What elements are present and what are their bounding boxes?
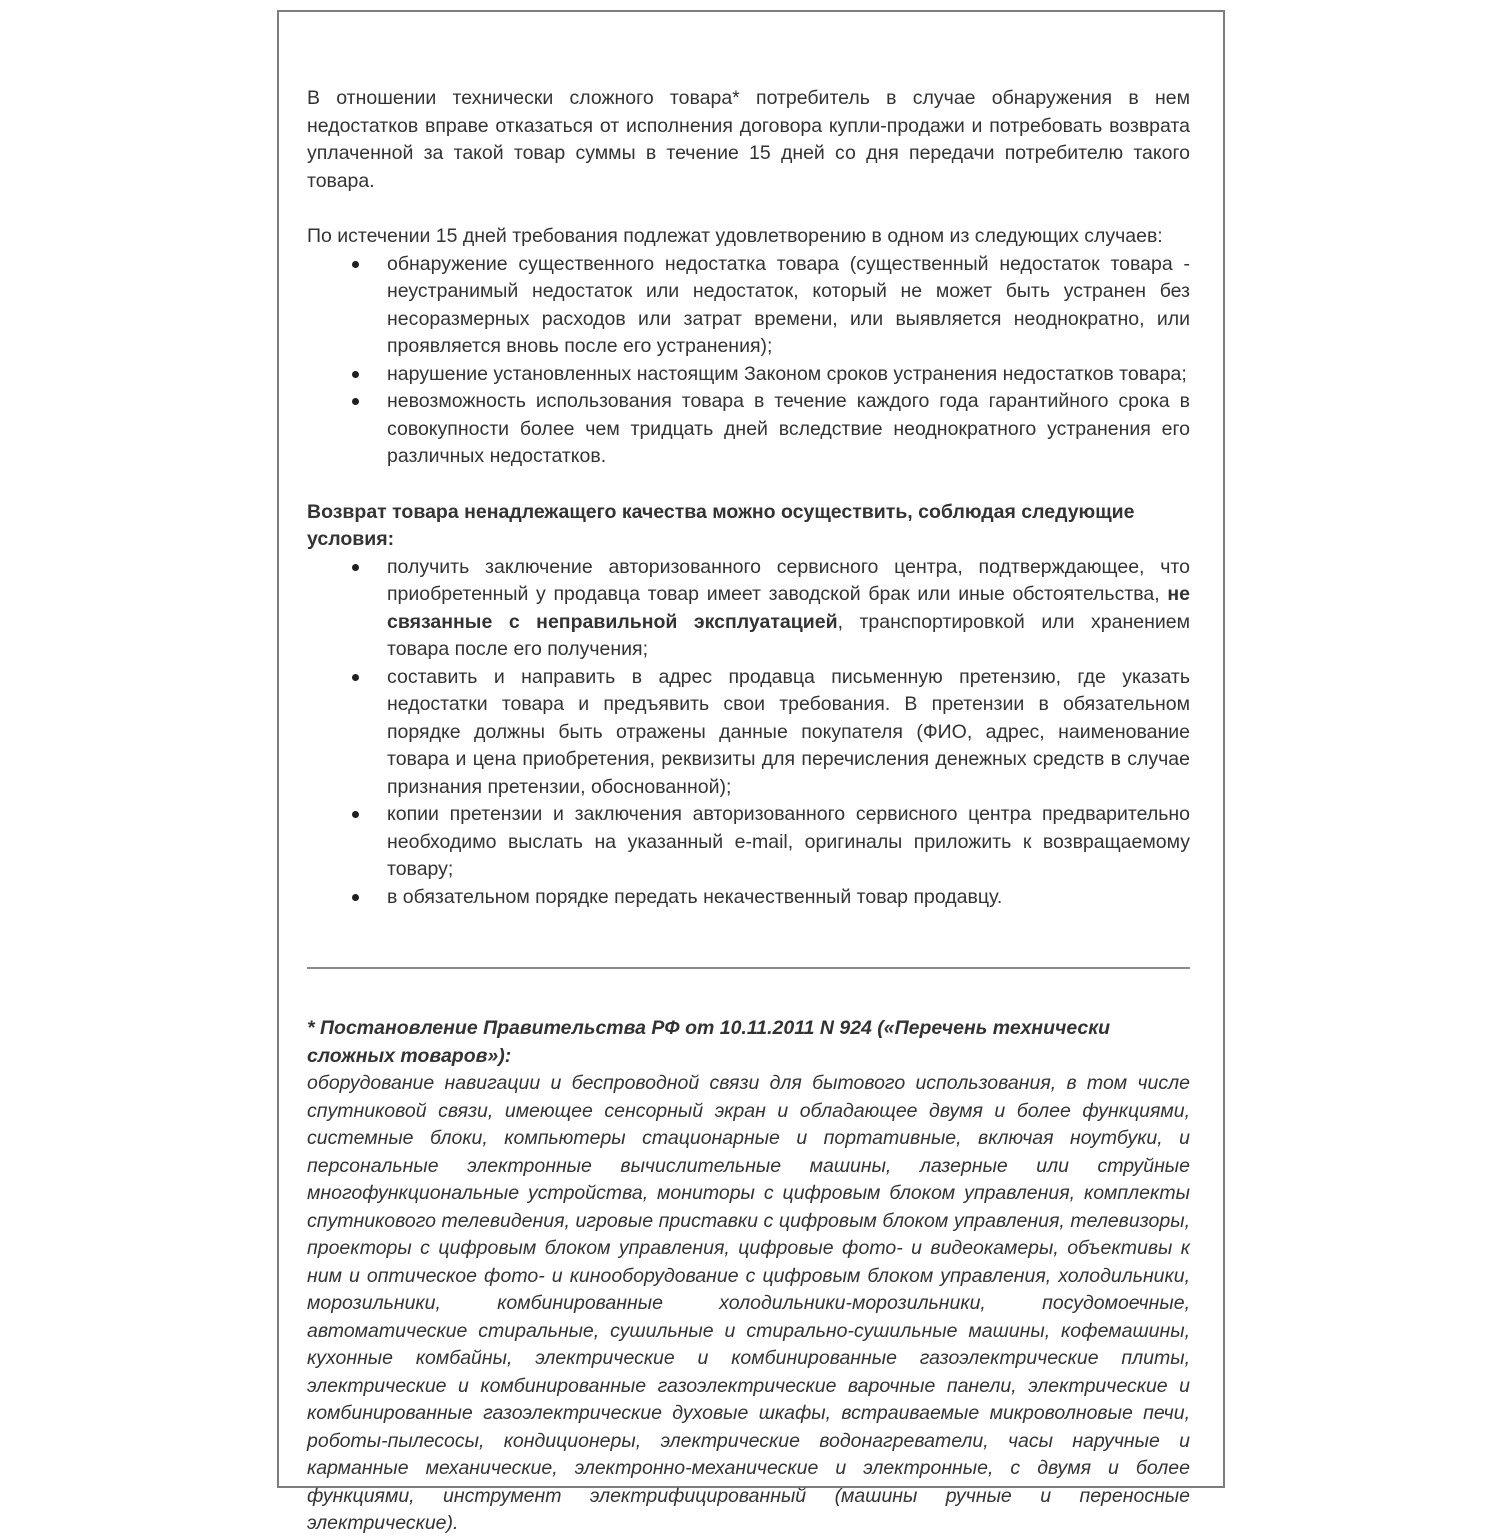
list-item: невозможность использования товара в течение каждого года гарантийного срока в совокупности более чем тридцать дней вследствие неоднократного устранения его различных недостатков.: [387, 388, 1190, 471]
intro-paragraph: В отношении технически сложного товара* потребитель в случае обнаружения в нем недостатков вправе отказаться от исполнения договора купли-продажи и потребовать возврата уплаченной за такой товар суммы в течение 15 дней со дня передачи потребителю такого товара.: [307, 87, 1190, 192]
list-item: получить заключение авторизованного сервисного центра, подтверждающее, что приобретенный у продавца товар имеет заводской брак или иные обстоятельства, не связанные с неправильной эксплуатацией, транспортировкой или хранением товара после его получения;: [387, 554, 1190, 664]
list-item: копии претензии и заключения авторизованного сервисного центра предварительно необходимо выслать на указанный e-mail, оригиналы приложить к возвращаемому товару;: [387, 801, 1190, 884]
footnote-body: оборудование навигации и беспроводной связи для бытового использования, в том числе спутниковой связи, имеющее сенсорный экран и обладающее двумя и более функциями, системные блоки, компьютеры стационарные и портативные, включая ноутбуки, и персональные электронные вычислительные машины, лазерные или струйные многофункциональные устройства, мониторы с цифровым блоком управления, комплекты спутникового телевидения, игровые приставки с цифровым блоком управления, телевизоры, проекторы с цифровым блоком управления, цифровые фото- и видеокамеры, объективы к ним и оптическое фото- и кинооборудование с цифровым блоком управления, холодильники, морозильники, комбинированные холодильники-морозильники, посудомоечные, автоматические стиральные, сушильные и стирально-сушильные машины, кофемашины, кухонные комбайны, электрические и комбинированные газоэлектрические плиты, электрические и комбинированные газоэлектрические варочные панели, электрические и комбинированные газоэлектрические духовые шкафы, встраиваемые микроволновые печи, роботы-пылесосы, кондиционеры, электрические водонагреватели, часы наручные и карманные механические, электронно-механические и электронные, с двумя и более функциями, инструмент электрифицированный (машины ручные и переносные электрические).: [307, 1072, 1190, 1534]
list-item: составить и направить в адрес продавца письменную претензию, где указать недостатки товара и предъявить свои требования. В претензии в обязательном порядке должны быть отражены данные покупателя (ФИО, адрес, наименование товара и цена приобретения, реквизиты для перечисления денежных средств в случае признания претензии, обоснованной);: [387, 664, 1190, 802]
conditions-list: [307, 554, 1190, 912]
conditions-heading: Возврат товара ненадлежащего качества можно осуществить, соблюдая следующие условия:: [307, 500, 1135, 550]
cases-list: [307, 251, 1190, 471]
list-item: обнаружение существенного недостатка товара (существенный недостаток товара - неустранимый недостаток или недостаток, который не может быть устранен без несоразмерных расходов или затрат времени, или выявляется неоднократно, или проявляется вновь после его устранения);: [387, 251, 1190, 361]
document-page: [277, 10, 1225, 1534]
cases-heading: По истечении 15 дней требования подлежат удовлетворению в одном из следующих случаев:: [307, 225, 1163, 247]
list-item: в обязательном порядке передать некачественный товар продавцу.: [387, 884, 1190, 912]
footnote-title: * Постановление Правительства РФ от 10.11.2011 N 924 («Перечень технически сложных товаров»):: [307, 1017, 1111, 1067]
list-item: нарушение установленных настоящим Законом сроков устранения недостатков товара;: [387, 361, 1190, 389]
footnote-divider: [307, 967, 1190, 969]
